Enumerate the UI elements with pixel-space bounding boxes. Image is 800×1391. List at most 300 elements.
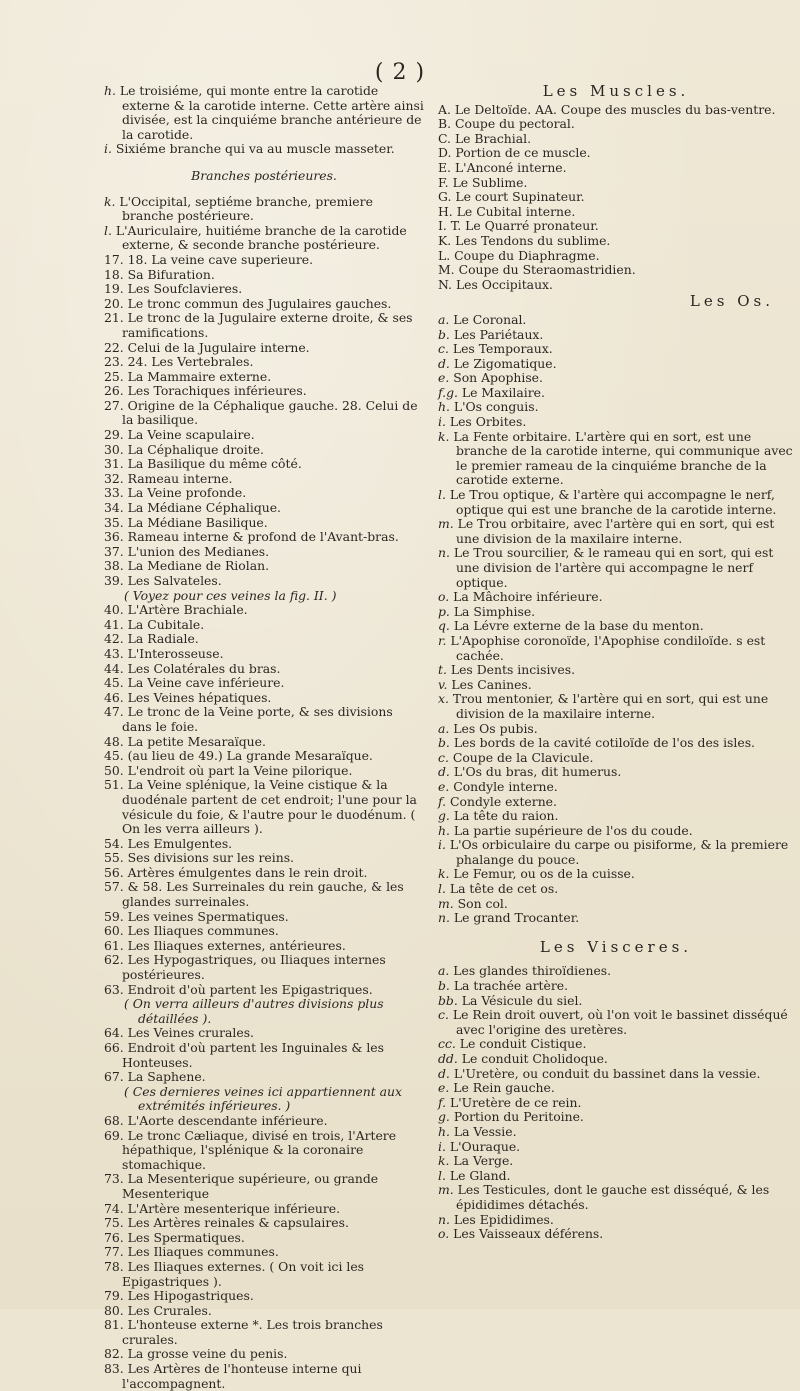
entry-key: 27. [104, 397, 124, 413]
left-entries-2 [104, 603, 424, 997]
entry-key: v. [438, 676, 448, 692]
entry-text: Le Deltoïde. AA. Coupe des muscles du bas-ventre. [454, 101, 776, 117]
entry-key: F. [438, 174, 449, 190]
legend-entry [438, 415, 794, 430]
entry-text: Artères émulgentes dans le rein droit. [127, 864, 368, 880]
entry-text: Les Os pubis. [453, 720, 538, 736]
entry-key: 62. [104, 952, 124, 968]
entry-text: Sa Bifuration. [127, 266, 215, 282]
entry-key: h. [438, 1123, 450, 1139]
note-extremities: ( Ces dernieres veines ici appartiennent aux extrémités inférieures. ) [124, 1083, 402, 1114]
legend-entry [438, 488, 794, 517]
legend-entry [438, 765, 794, 780]
entry-text: L'Artère mesenterique inférieure. [127, 1200, 341, 1216]
entry-text: La Veine cave inférieure. [127, 675, 285, 691]
entry-key: 82. [104, 1346, 124, 1362]
entry-text: Le Brachial. [454, 130, 532, 146]
entry-key: cc. [438, 1036, 456, 1052]
legend-entry [438, 692, 794, 721]
entry-text: Le Sublime. [452, 174, 528, 190]
entry-text: Les Torachiques inférieures. [127, 383, 307, 399]
legend-entry [438, 663, 794, 678]
legend-entry [104, 1318, 424, 1347]
entry-key: E. [438, 159, 451, 175]
entry-key: B. [438, 116, 452, 132]
entry-text: La partie supérieure de l'os du coude. [453, 822, 693, 838]
entry-key: 23. [104, 354, 124, 370]
entry-key: i. [438, 414, 446, 430]
entry-text: Les Temporaux. [452, 341, 553, 357]
entry-text: Les Spermatiques. [127, 1229, 245, 1245]
entry-text: La Vésicule du siel. [461, 992, 583, 1008]
entry-key: D. [438, 145, 452, 161]
legend-entry [438, 736, 794, 751]
entry-key: e. [438, 778, 450, 794]
left-entries-4 [104, 1114, 424, 1391]
entry-text: L'union des Medianes. [127, 543, 270, 559]
entry-text: La Saphene. [127, 1069, 206, 1085]
entry-key: 25. [104, 368, 124, 384]
page-number: ( 2 ) [374, 60, 426, 85]
entry-text: L'Os conguis. [453, 399, 539, 415]
legend-entry [438, 619, 794, 634]
entry-key: 64. [104, 1025, 124, 1041]
entry-key: c. [438, 749, 449, 765]
entry-text: L'Aorte descendante inférieure. [127, 1112, 328, 1128]
legend-entry [104, 1172, 424, 1201]
legend-entry [104, 1231, 424, 1246]
left-entries [104, 195, 424, 589]
entry-key: 19. [104, 281, 124, 297]
entry-text: T. Le Quarré pronateur. [450, 218, 599, 234]
entry-text: Portion de ce muscle. [455, 145, 591, 161]
entry-text: L'Uretère, ou conduit du bassinet dans la vessie. [453, 1065, 761, 1081]
legend-entry [104, 910, 424, 925]
legend-entry [104, 632, 424, 647]
heading-os: Les Os. [689, 292, 774, 311]
entry-key: d. [438, 1065, 450, 1081]
note-divisions: ( On verra ailleurs d'autres divisions plus détaillées ). [124, 996, 384, 1026]
entry-key: 81. [104, 1317, 124, 1333]
entry-key: 32. [104, 470, 124, 486]
entry-key: r. [438, 632, 447, 648]
legend-entry [438, 313, 794, 328]
legend-entry [104, 749, 424, 764]
subheading-posterior-branches: Branches postérieures. [191, 167, 337, 183]
entry-text: Les Colatérales du bras. [127, 660, 281, 676]
legend-entry [104, 253, 424, 268]
legend-entry [104, 764, 424, 779]
entry-text: Le tronc de la Veine porte, & ses divisions dans le foie. [122, 704, 393, 734]
entry-key: C. [438, 130, 451, 146]
entry-key: d. [438, 764, 450, 780]
entry-key: f.g. [438, 384, 458, 400]
entry-key: 30. [104, 441, 124, 457]
legend-entry [438, 103, 794, 118]
entry-key: 78. [104, 1258, 124, 1274]
entry-key: H. [438, 203, 453, 219]
legend-entry [438, 795, 794, 810]
legend-entry [438, 1110, 794, 1125]
entry-text: La Médiane Céphalique. [127, 500, 281, 516]
left-entries-top [104, 84, 424, 157]
entry-text: La trachée artère. [453, 978, 569, 994]
entry-key: 26. [104, 383, 124, 399]
legend-entry [438, 605, 794, 620]
entry-text: L'Artère Brachiale. [127, 602, 248, 618]
entry-text: L'Auriculaire, huitiéme branche de la carotide externe, & seconde branche postérieure. [115, 222, 407, 253]
entry-key: h. [104, 83, 116, 98]
entry-key: 47. [104, 704, 124, 720]
entry-key: 29. [104, 427, 124, 443]
legend-entry [438, 132, 794, 147]
entry-key: 63. [104, 981, 124, 997]
heading-visceres: Les Visceres. [539, 937, 693, 956]
legend-entry [438, 1183, 794, 1212]
entry-key: l. [104, 222, 112, 238]
legend-entry [438, 979, 794, 994]
entry-key: 50. [104, 762, 124, 778]
legend-entry [438, 897, 794, 912]
legend-entry [438, 809, 794, 824]
entry-text: La Simphise. [453, 603, 536, 619]
entry-text: L'endroit où part la Veine pilorique. [127, 762, 353, 778]
legend-entry [438, 161, 794, 176]
entry-text: Le tronc Cæliaque, divisé en trois, l'Artere hépathique, l'splénique & la coronaire stomachique. [122, 1127, 397, 1172]
legend-entry [438, 1096, 794, 1111]
entry-text: La Veine scapulaire. [127, 427, 255, 443]
entry-text: Les Veines crurales. [127, 1025, 254, 1041]
entry-text: Trou mentonier, & l'artère qui en sort, qui est une division de la maxilaire interne. [452, 691, 769, 721]
entry-text: L'honteuse externe *. Les trois branches crurales. [122, 1317, 383, 1347]
legend-entry [104, 1304, 424, 1319]
legend-entry [104, 735, 424, 750]
entry-key: 66. [104, 1040, 124, 1055]
entry-key: k. [438, 866, 450, 882]
legend-entry [438, 1037, 794, 1052]
legend-entry [438, 117, 794, 132]
entry-text: Les glandes thiroïdienes. [453, 963, 612, 979]
entry-text: Les Salvateles. [127, 573, 222, 588]
legend-entry [438, 342, 794, 357]
entry-text: La Vessie. [453, 1123, 517, 1139]
heading-muscles: Les Muscles. [542, 82, 690, 100]
entry-key: 57. [104, 879, 124, 895]
legend-entry [104, 1362, 424, 1391]
entry-text: Les Emulgentes. [127, 835, 233, 851]
entry-text: Endroit d'où partent les Epigastriques. [127, 981, 373, 997]
entry-text: Coupe du Steraomastridien. [458, 262, 636, 278]
entry-key: a. [438, 963, 450, 979]
legend-entry [438, 1213, 794, 1228]
legend-entry [438, 1154, 794, 1169]
entry-text: Le Trou orbitaire, avec l'artère qui en sort, qui est une division de la maxilaire interne. [456, 516, 775, 546]
entry-text: Sixiéme branche qui va au muscle masseter. [115, 141, 395, 157]
legend-entry [104, 939, 424, 954]
legend-entry [438, 882, 794, 897]
entry-key: 75. [104, 1215, 124, 1231]
legend-entry [438, 722, 794, 737]
entry-text: Le Femur, ou os de la cuisse. [453, 866, 635, 882]
legend-entry [438, 838, 794, 867]
muscles-list [438, 103, 794, 293]
entry-key: t. [438, 662, 447, 678]
legend-entry [438, 328, 794, 343]
legend-entry [438, 190, 794, 205]
entry-key: 20. [104, 295, 124, 311]
entry-text: Les Testicules, dont le gauche est disséqué, & les épididimes détachés. [456, 1182, 770, 1212]
entry-text: Les Iliaques communes. [127, 1244, 279, 1260]
entry-text: Endroit d'où partent les Inguinales & les Honteuses. [122, 1040, 384, 1070]
legend-entry [438, 430, 794, 488]
entry-text: La Mediane de Riolan. [127, 558, 270, 574]
legend-entry [438, 634, 794, 663]
legend-entry [104, 574, 424, 589]
entry-text: (au lieu de 49.) La grande Mesaraïque. [127, 748, 373, 764]
entry-key: 36. [104, 529, 124, 545]
legend-entry [104, 341, 424, 356]
entry-key: 37. [104, 543, 124, 559]
entry-key: 54. [104, 835, 124, 851]
legend-entry [104, 983, 424, 998]
legend-entry [104, 880, 424, 909]
entry-key: 61. [104, 937, 124, 953]
legend-entry [438, 546, 794, 590]
entry-key: b. [438, 978, 450, 994]
entry-text: Le conduit Cholidoque. [461, 1051, 608, 1066]
entry-text: La Médiane Basilique. [127, 514, 268, 530]
entry-key: i. [438, 1138, 446, 1154]
entry-key: m. [438, 1182, 454, 1198]
legend-entry [104, 1216, 424, 1231]
entry-text: Les Iliaques communes. [127, 923, 279, 939]
legend-entry [104, 472, 424, 487]
entry-key: f. [438, 793, 447, 809]
entry-key: b. [438, 735, 450, 751]
legend-entry [438, 1008, 794, 1037]
legend-entry [438, 1169, 794, 1184]
legend-entry [438, 751, 794, 766]
entry-key: m. [438, 516, 454, 532]
entry-text: Les Soufclavieres. [127, 281, 243, 297]
legend-entry [438, 234, 794, 249]
entry-text: Le Zigomatique. [453, 355, 557, 371]
entry-key: 18. [104, 266, 124, 282]
entry-key: 59. [104, 908, 124, 924]
entry-text: Le Trou sourcilier, & le rameau qui en sort, qui est une division de l'artère qui accompagne le nerf optique. [453, 545, 774, 590]
entry-key: 74. [104, 1200, 124, 1216]
entry-key: i. [438, 837, 446, 853]
right-column [438, 84, 794, 1242]
entry-text: Les veines Spermatiques. [127, 908, 289, 924]
entry-key: 41. [104, 616, 124, 632]
entry-key: x. [438, 691, 449, 707]
entry-key: 80. [104, 1302, 124, 1318]
legend-entry [104, 705, 424, 734]
entry-text: La Fente orbitaire. L'artère qui en sort, est une branche de la carotide interne, qui communique avec le premier rameau de la cinquiéme branche de la carotide externe. [453, 428, 793, 488]
entry-key: n. [438, 1211, 450, 1227]
entry-text: Coupe du Diaphragme. [454, 247, 600, 263]
entry-key: 38. [104, 558, 124, 574]
legend-entry [104, 1260, 424, 1289]
entry-key: 33. [104, 485, 124, 501]
legend-entry [438, 824, 794, 839]
entry-key: G. [438, 189, 452, 205]
entry-key: l. [438, 1167, 446, 1183]
legend-entry [438, 964, 794, 979]
entry-text: Rameau interne. [127, 470, 233, 486]
entry-key: h. [438, 822, 450, 838]
entry-key: 68. [104, 1112, 124, 1128]
entry-text: La Mesenterique supérieure, ou grande Mesenterique [122, 1171, 379, 1201]
entry-text: Les Orbites. [449, 414, 527, 430]
entry-text: Portion du Peritoine. [453, 1109, 584, 1125]
entry-key: o. [438, 589, 450, 605]
legend-entry [438, 1125, 794, 1140]
entry-text: Les Hypogastriques, ou Iliaques internes postérieures. [122, 952, 386, 983]
legend-entry [438, 994, 794, 1009]
legend-entry [104, 457, 424, 472]
legend-entry [104, 282, 424, 297]
legend-entry [104, 195, 424, 224]
entry-key: 45. [104, 675, 124, 691]
legend-entry [104, 297, 424, 312]
entry-text: 18. La veine cave superieure. [127, 251, 314, 267]
entry-text: 24. Les Vertebrales. [127, 354, 254, 370]
legend-entry [104, 1026, 424, 1041]
entry-key: 35. [104, 514, 124, 530]
entry-key: g. [438, 1109, 450, 1125]
entry-key: c. [438, 341, 449, 357]
legend-entry [104, 516, 424, 531]
left-column [104, 84, 424, 1391]
entry-text: La grosse veine du penis. [127, 1346, 288, 1362]
entry-key: f. [438, 1094, 447, 1110]
entry-key: d. [438, 355, 450, 371]
legend-entry [104, 399, 424, 428]
entry-key: a. [438, 311, 450, 327]
entry-key: h. [438, 399, 450, 415]
entry-text: Coupe de la Clavicule. [452, 749, 594, 765]
legend-entry [104, 311, 424, 340]
entry-text: Coupe du pectoral. [455, 116, 575, 132]
entry-text: Le Maxilaire. [461, 384, 545, 400]
entry-text: La Lévre externe de la base du menton. [453, 618, 704, 634]
entry-key: e. [438, 370, 450, 386]
entry-text: Les Artères reinales & capsulaires. [127, 1215, 349, 1231]
entry-key: A. [438, 101, 451, 117]
legend-entry [104, 428, 424, 443]
legend-entry [104, 1347, 424, 1362]
legend-entry [438, 1067, 794, 1082]
entry-text: Les Artères de l'honteuse interne qui l'accompagnent. [122, 1361, 362, 1391]
note-veins-fig: ( Voyez pour ces veines la fig. II. ) [124, 587, 337, 603]
entry-text: La Veine splénique, la Veine cistique & la duodénale partent de cet endroit; l'une pour la vésicule du foie, & l'autre pour le duodénum. ( On les verra ailleurs ). [122, 777, 417, 837]
entry-text: Les Dents incisives. [450, 662, 576, 678]
entry-text: La Céphalique droite. [127, 441, 264, 457]
entry-key: p. [438, 603, 450, 619]
entry-text: Celui de la Jugulaire interne. [127, 339, 310, 355]
legend-entry [104, 1245, 424, 1260]
entry-key: N. [438, 276, 452, 292]
entry-key: k. [438, 1153, 450, 1169]
legend-entry [438, 1140, 794, 1155]
entry-text: Le court Supinateur. [455, 189, 585, 205]
entry-text: La Veine profonde. [127, 485, 247, 501]
entry-text: Ses divisions sur les reins. [127, 850, 294, 866]
entry-key: 51. [104, 777, 124, 793]
legend-entry [104, 603, 424, 618]
entry-key: dd. [438, 1051, 458, 1066]
entry-text: Le conduit Cistique. [459, 1036, 587, 1052]
legend-entry [104, 676, 424, 691]
legend-entry [438, 911, 794, 926]
entry-key: 69. [104, 1127, 124, 1143]
entry-key: 48. [104, 733, 124, 749]
entry-key: I. [438, 218, 447, 234]
legend-entry [438, 517, 794, 546]
legend-entry [438, 205, 794, 220]
entry-text: Le Coronal. [453, 311, 527, 327]
left-entries-3 [104, 1026, 424, 1084]
legend-entry [104, 837, 424, 852]
legend-entry [438, 371, 794, 386]
entry-key: bb. [438, 992, 458, 1008]
entry-text: L'Ouraque. [449, 1138, 521, 1154]
entry-key: l. [438, 487, 446, 503]
entry-text: Origine de la Céphalique gauche. 28. Celui de la basilique. [122, 397, 418, 428]
entry-key: g. [438, 808, 450, 824]
entry-text: La Cubitale. [127, 616, 205, 632]
entry-key: 43. [104, 645, 124, 661]
entry-key: n. [438, 545, 450, 561]
entry-text: L'Interosseuse. [127, 645, 224, 661]
entry-key: M. [438, 262, 455, 278]
legend-entry [104, 545, 424, 560]
entry-key: 56. [104, 864, 124, 880]
legend-entry [438, 263, 794, 278]
entry-key: k. [104, 193, 116, 209]
entry-text: Condyle interne. [453, 778, 558, 794]
entry-key: 17. [104, 251, 124, 267]
entry-key: l. [438, 881, 446, 897]
entry-key: L. [438, 247, 451, 263]
legend-entry [438, 278, 794, 293]
legend-entry [438, 780, 794, 795]
entry-text: Condyle externe. [450, 793, 557, 809]
entry-text: Le Rein droit ouvert, où l'on voit le bassinet disséqué avec l'origine des uretères. [452, 1007, 788, 1037]
legend-entry [104, 501, 424, 516]
legend-entry [104, 530, 424, 545]
entry-key: 44. [104, 660, 124, 676]
entry-text: Le troisiéme, qui monte entre la carotide externe & la carotide interne. Cette artère ainsi divisée, est la cinquiéme branche antérieure de la carotide. [119, 83, 424, 142]
legend-entry [104, 866, 424, 881]
legend-entry [104, 851, 424, 866]
legend-entry [104, 443, 424, 458]
legend-entry [104, 224, 424, 253]
entry-text: Son Apophise. [453, 370, 543, 386]
legend-entry [438, 1052, 794, 1067]
legend-entry [438, 678, 794, 693]
entry-text: Le Cubital interne. [456, 203, 576, 219]
entry-text: Les Veines hépatiques. [127, 689, 272, 705]
entry-text: Les Crurales. [127, 1302, 212, 1318]
entry-key: q. [438, 618, 450, 634]
entry-key: o. [438, 1226, 450, 1242]
entry-text: L'Anconé interne. [454, 159, 567, 175]
legend-entry [104, 953, 424, 982]
legend-entry [104, 486, 424, 501]
